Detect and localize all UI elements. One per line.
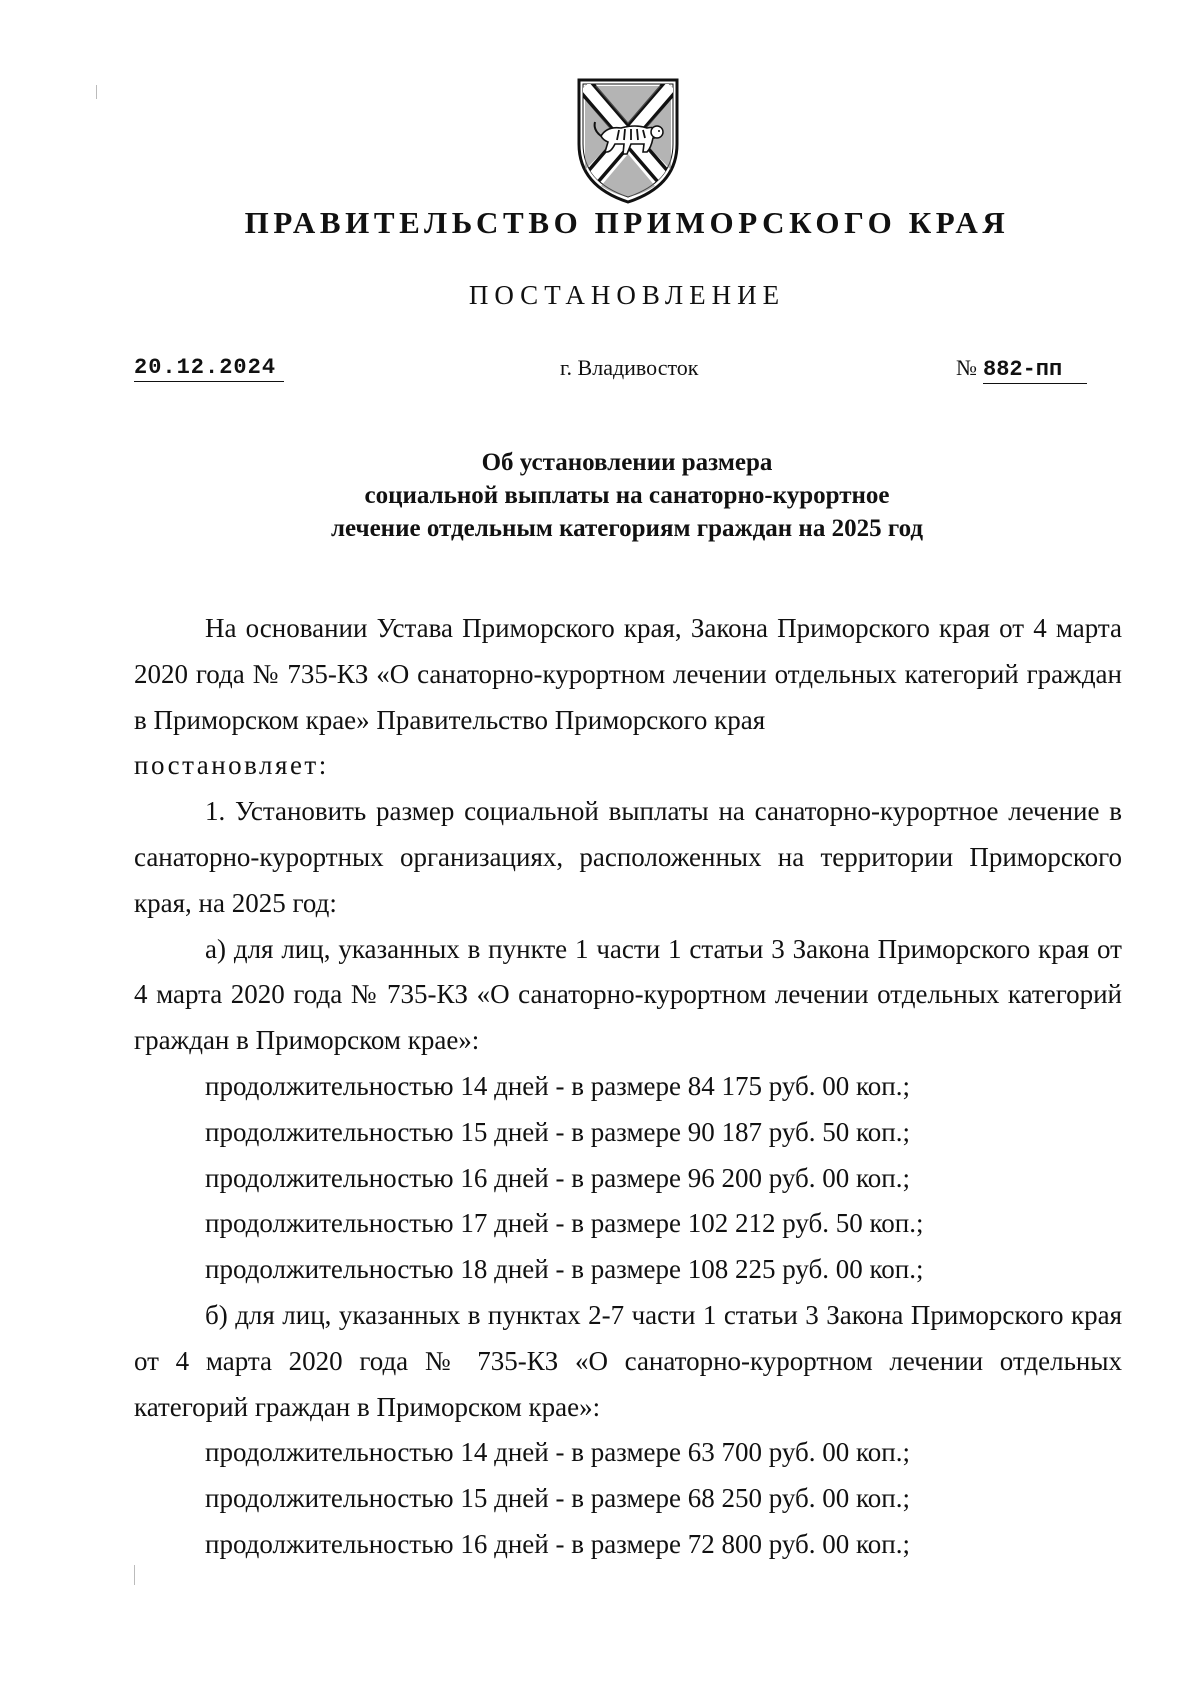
number-sign: № — [956, 355, 977, 380]
list-item: продолжительностью 14 дней - в размере 84 175 руб. 00 коп.; — [205, 1070, 910, 1101]
document-city: г. Владивосток — [560, 355, 699, 380]
coat-of-arms-icon — [573, 74, 683, 206]
document-type: ПОСТАНОВЛЕНИЕ — [468, 280, 786, 310]
document-number — [956, 355, 1087, 384]
point-1-paragraph: 1. Установить размер социальной выплаты на санаторно-курортное лечение в санаторно-курортных организациях, расположенных на территории Приморского края, на 2025 год: — [134, 796, 1122, 918]
scan-artifact — [96, 85, 97, 99]
list-item: продолжительностью 15 дней - в размере 90 187 руб. 50 коп.; — [205, 1116, 910, 1147]
resolves-word: постановляет: — [134, 750, 329, 781]
subpoint-a-paragraph: а) для лиц, указанных в пункте 1 части 1 статьи 3 Закона Приморского края от 4 марта 2020 года № 735-КЗ «О санаторно-курортном лечении отдельных категорий граждан в Приморском крае»: — [134, 933, 1122, 1056]
list-item: продолжительностью 14 дней - в размере 63 700 руб. 00 коп.; — [205, 1437, 910, 1468]
list-item: продолжительностью 15 дней - в размере 68 250 руб. 00 коп.; — [205, 1483, 910, 1514]
heading-line: лечение отдельным категориям граждан на 2025 год — [330, 515, 923, 542]
heading-line: социальной выплаты на санаторно-курортное — [364, 482, 890, 509]
document-heading — [0, 446, 1200, 545]
number-value: 882-пп — [983, 357, 1087, 384]
list-item: продолжительностью 17 дней - в размере 102 212 руб. 50 коп.; — [205, 1208, 924, 1239]
scan-artifact — [134, 1565, 135, 1585]
organization-title: ПРАВИТЕЛЬСТВО ПРИМОРСКОГО КРАЯ — [244, 205, 1010, 240]
document-body — [134, 606, 1122, 1568]
intro-paragraph: На основании Устава Приморского края, Закона Приморского края от 4 марта 2020 года № 735-КЗ «О санаторно-курортном лечении отдельных категорий граждан в Приморском крае» Правительство Приморского края — [134, 613, 1122, 735]
document-date: 20.12.2024 — [134, 355, 284, 382]
subpoint-b-paragraph: б) для лиц, указанных в пунктах 2-7 части 1 статьи 3 Закона Приморского края от 4 марта 2020 года № 735-КЗ «О санаторно-курортном лечении отдельных категорий граждан в Приморском крае»: — [134, 1299, 1122, 1422]
list-item: продолжительностью 16 дней - в размере 96 200 руб. 00 коп.; — [205, 1162, 910, 1193]
list-item: продолжительностью 16 дней - в размере 72 800 руб. 00 коп.; — [205, 1528, 910, 1559]
list-item: продолжительностью 18 дней - в размере 108 225 руб. 00 коп.; — [205, 1254, 924, 1285]
heading-line: Об установлении размера — [481, 449, 773, 476]
